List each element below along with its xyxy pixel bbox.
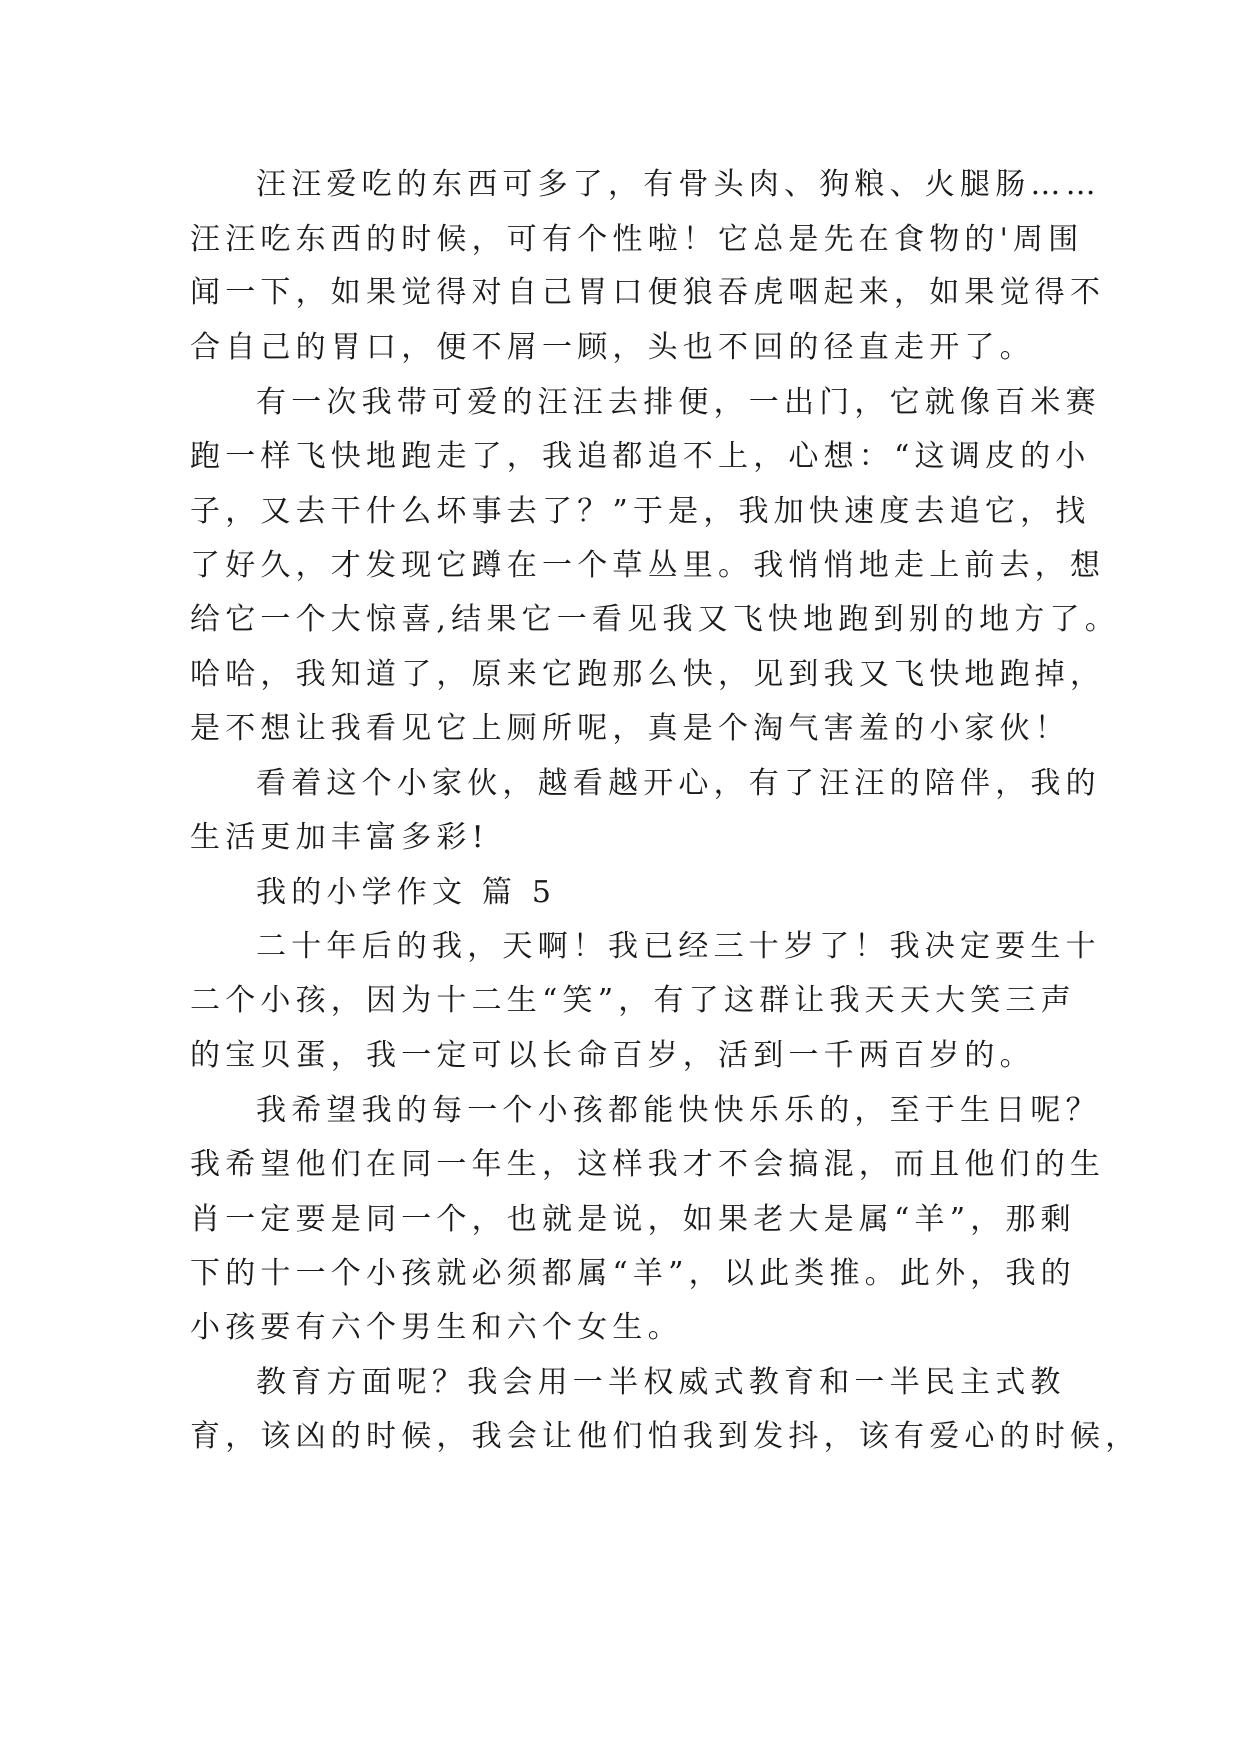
- text-line: 我希望我的每一个小孩都能快快乐乐的，至于生日呢？: [256, 1093, 1101, 1128]
- text-line: 二十年后的我，天啊！我已经三十岁了！我决定要生十: [256, 929, 1101, 964]
- text-line: 汪汪爱吃的东西可多了，有骨头肉、狗粮、火腿肠……: [256, 167, 1101, 202]
- text-line: 教育方面呢？我会用一半权威式教育和一半民主式教: [256, 1365, 1066, 1400]
- text-line: 小孩要有六个男生和六个女生。: [190, 1310, 683, 1345]
- text-line: 闻一下，如果觉得对自己胃口便狼吞虎咽起来，如果觉得不: [190, 275, 1106, 310]
- text-line: 二个小孩，因为十二生“笑”，有了这群让我天天大笑三声: [190, 983, 1076, 1018]
- text-line: 育，该凶的时候，我会让他们怕我到发抖，该有爱心的时候，: [190, 1419, 1141, 1454]
- text-line: 的宝贝蛋，我一定可以长命百岁，活到一千两百岁的。: [190, 1038, 1035, 1073]
- text-line: 子，又去干什么坏事去了？”于是，我加快速度去追它，找: [190, 494, 1091, 529]
- text-line: 了好久，才发现它蹲在一个草丛里。我悄悄地走上前去，想: [190, 548, 1106, 583]
- text-line: 哈哈，我知道了，原来它跑那么快，见到我又飞快地跑掉，: [190, 657, 1106, 692]
- section-heading: 我的小学作文 篇 5: [256, 875, 557, 910]
- text-line: 汪汪吃东西的时候，可有个性啦！它总是先在食物的'周围: [190, 222, 1084, 257]
- text-line: 看着这个小家伙，越看越开心，有了汪汪的陪伴，我的: [256, 766, 1101, 801]
- text-line: 我希望他们在同一年生，这样我才不会搞混，而且他们的生: [190, 1147, 1106, 1182]
- text-line: 有一次我带可爱的汪汪去排便，一出门，它就像百米赛: [256, 385, 1101, 420]
- text-line: 给它一个大惊喜,结果它一看见我又飞快地跑到别的地方了。: [190, 602, 1120, 637]
- text-line: 生活更加丰富多彩!: [190, 820, 489, 855]
- text-line: 肖一定要是同一个，也就是说，如果老大是属“羊”，那剩: [190, 1202, 1076, 1237]
- text-line: 跑一样飞快地跑走了，我追都追不上，心想：“这调皮的小: [190, 439, 1091, 474]
- text-line: 合自己的胃口，便不屑一顾，头也不回的径直走开了。: [190, 330, 1035, 365]
- text-line: 下的十一个小孩就必须都属“羊”，以此类推。此外，我的: [190, 1256, 1076, 1291]
- text-line: 是不想让我看见它上厕所呢，真是个淘气害羞的小家伙！: [190, 711, 1070, 746]
